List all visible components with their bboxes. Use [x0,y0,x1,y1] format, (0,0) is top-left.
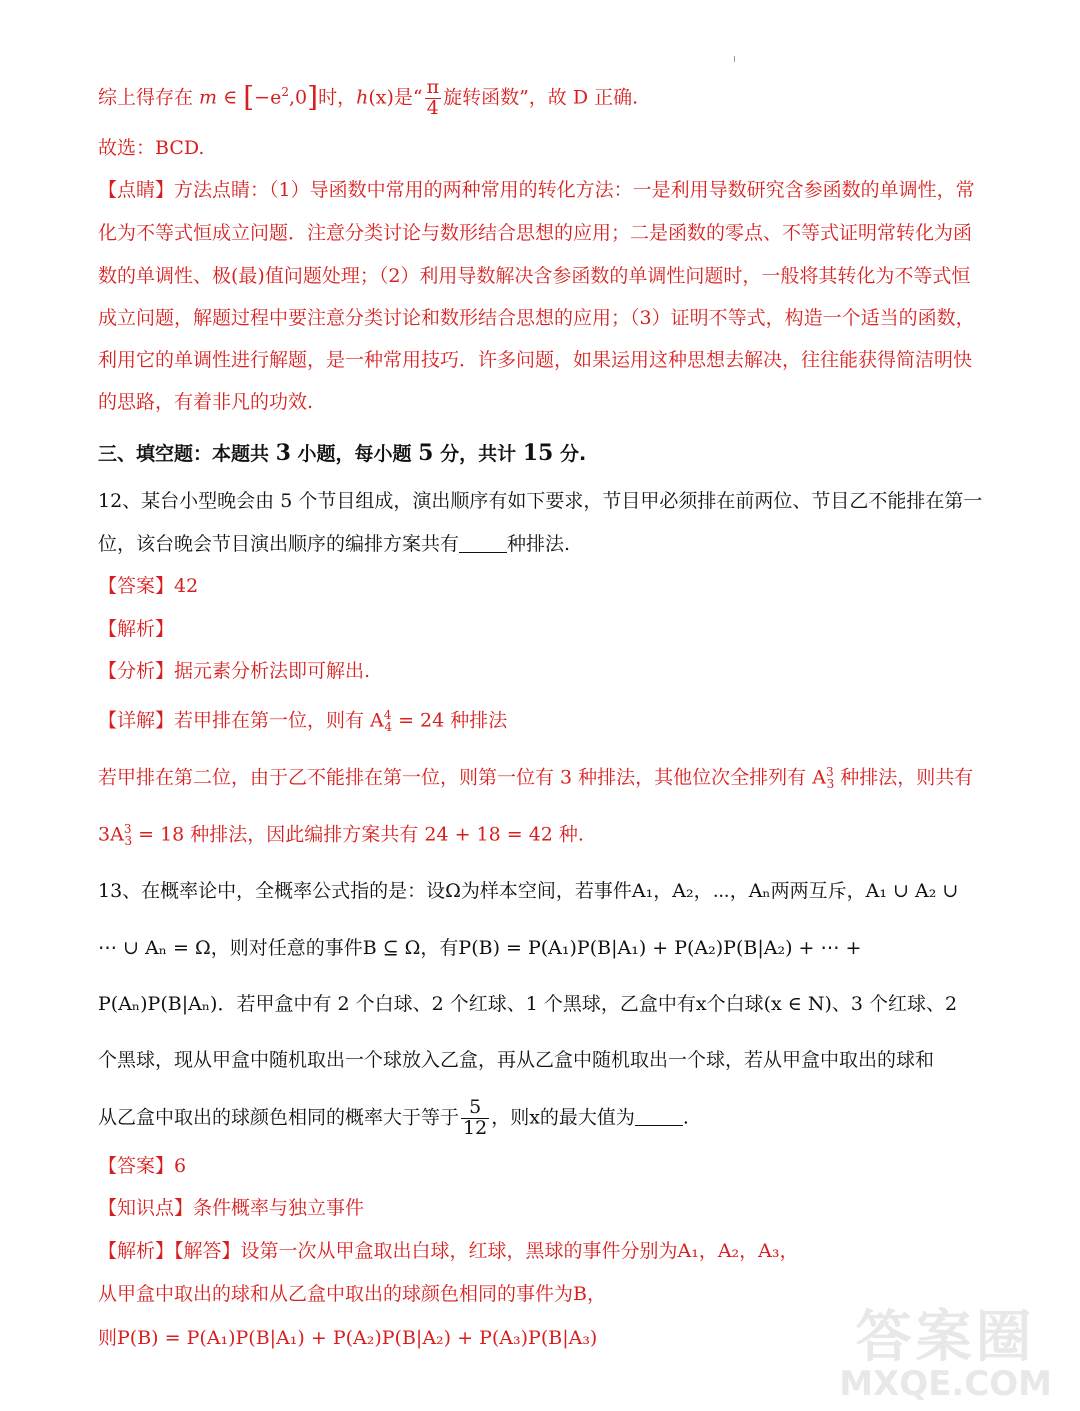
q13-line-5 [98,1098,689,1139]
text: 小题，每小题 [290,443,419,465]
text: 从乙盒中取出的球颜色相同的概率大于等于 [98,1106,460,1129]
var-m: m [199,86,218,109]
text: 旋转函数”，故 D 正确. [443,86,639,109]
choice-line: 故选：BCD. [98,137,205,159]
dianjing-line-5: 利用它的单调性进行解题，是一种常用技巧．许多问题，如果运用这种思想去解决，往往能获得简洁明快 [98,349,973,371]
xiangjie-12-line-2 [98,765,973,792]
jiexi-13-line-3: 则P(B) = P(A₁)P(B|A₁) + P(A₂)P(B|A₂) + P(A₃)P(B|A₃) [98,1327,598,1349]
xiangjie-12 [98,708,507,735]
text: 若甲排在第二位，由于乙不能排在第一位，则第一位有 3 种排法，其他位次全排列有 A [98,766,826,789]
text: 综上得存在 [98,86,200,109]
answer-13: 【答案】6 [98,1155,187,1177]
dianjing-line-3: 数的单调性、极(最)值问题处理；（2）利用导数解决含参函数的单调性问题时，一般将其转化为不等式恒 [98,265,971,287]
xiangjie-12-line-3 [98,822,584,849]
watermark-en: MXQE.COM [839,1363,1052,1404]
sup: 4 [383,708,392,722]
jiexi-13-line-2: 从甲盒中取出的球和从乙盒中取出的球颜色相同的事件为B， [98,1283,606,1305]
text: 位，该台晚会节目演出顺序的编排方案共有 [98,533,460,555]
var-h: h [356,86,369,109]
zero: ,0 [288,86,308,109]
conclusion-line [98,78,638,119]
text: 种排法，则共有 [834,766,974,789]
page-mark [734,56,735,62]
q13-line-3: P(Aₙ)P(B|Aₙ)．若甲盒中有 2 个白球、2 个红球、1 个黑球，乙盒中有x个白球(x ∈ N)、3 个红球、2 [98,993,958,1015]
text: 分，共计 [433,443,523,465]
jiexi-13-line-1: 【解析】【解答】设第一次从甲盒取出白球，红球，黑球的事件分别为A₁，A₂，A₃， [98,1240,799,1262]
text: 三、填空题：本题共 [98,443,276,465]
five-twelfths [461,1098,489,1139]
sup: 3 [825,765,834,779]
q13-line-4: 个黑球，现从甲盒中随机取出一个球放入乙盒，再从乙盒中随机取出一个球，若从甲盒中取出的球和 [98,1049,935,1071]
answer-blank [635,1106,683,1126]
watermark-cn: 答案圈 [855,1304,1036,1370]
text: . [682,1106,689,1129]
text: 3A [98,823,124,846]
in-symbol: ∈ [217,86,244,109]
sup: 3 [123,822,132,836]
answer-blank [459,533,507,553]
text: ，则x的最大值为 [491,1106,635,1129]
section-heading [98,440,586,466]
q13-line-2: ⋯ ∪ Aₙ = Ω，则对任意的事件B ⊆ Ω，有P(B) = P(A₁)P(B|A₁) + P(A₂)P(B|A₂) + ⋯ + [98,937,862,959]
sub: 4 [384,720,393,735]
text: 分. [553,443,587,465]
count: 3 [275,440,291,466]
exponent: 2 [281,85,289,100]
answer-12: 【答案】42 [98,575,199,597]
total: 15 [522,440,554,466]
numerator: 5 [461,1098,489,1119]
denominator: 4 [426,96,439,119]
sub: 3 [124,834,133,849]
watermark-logo [839,1304,1052,1404]
dianjing-line-6: 的思路，有着非凡的功效. [98,391,314,413]
q13-line-1: 13、在概率论中，全概率公式指的是：设Ω为样本空间，若事件A₁，A₂，⋯，Aₙ两两互斥，A₁ ∪ A₂ ∪ [98,880,959,902]
text: = 24 种排法 [392,709,508,732]
text: = 18 种排法，因此编排方案共有 24 + 18 = 42 种. [132,823,584,846]
text: 【详解】若甲排在第一位，则有 A [98,709,384,732]
right-bracket: ] [307,80,319,114]
neg-e: −e [254,86,282,109]
dianjing-line-4: 成立问题，解题过程中要注意分类讨论和数形结合思想的应用；（3）证明不等式，构造一个适当的函数， [98,307,975,329]
pi-over-4 [425,78,442,119]
text: 是“ [393,86,423,109]
jiexi-12: 【解析】 [98,618,175,640]
fenxi-12: 【分析】据元素分析法即可解出. [98,660,371,682]
points: 5 [418,440,434,466]
numerator: π [426,76,440,98]
q12-line-1: 12、某台小型晚会由 5 个节目组成，演出顺序有如下要求，节目甲必须排在前两位、节目乙不能排在第一 [98,490,983,512]
zhishi-13: 【知识点】条件概率与独立事件 [98,1197,365,1219]
left-bracket: [ [243,80,255,114]
denominator: 12 [463,1116,488,1139]
sub: 3 [826,777,835,792]
dianjing-line-1: 【点睛】方法点睛：（1）导函数中常用的两种常用的转化方法：一是利用导数研究含参函数的单调性，常 [98,179,975,201]
text: 时， [318,86,357,109]
text: 种排法. [507,533,571,555]
arg-x: (x) [368,86,394,109]
q12-line-2 [98,533,570,556]
dianjing-line-2: 化为不等式恒成立问题．注意分类讨论与数形结合思想的应用；二是函数的零点、不等式证明常转化为函 [98,222,973,244]
